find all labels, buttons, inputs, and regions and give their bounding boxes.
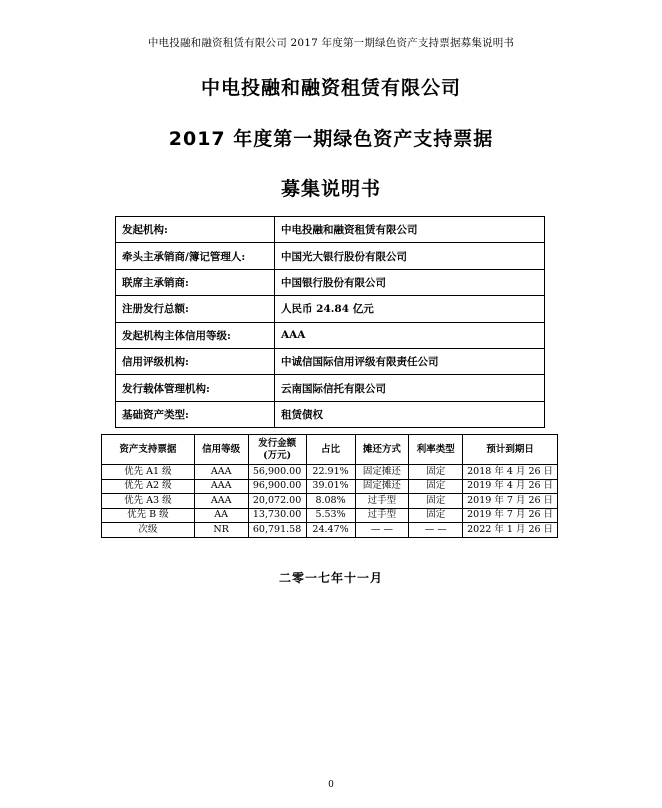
info-label: 注册发行总额:: [116, 296, 275, 322]
info-label: 联席主承销商:: [116, 269, 275, 295]
issue-date: 二零一七年十一月: [278, 571, 383, 585]
table-row: [102, 523, 558, 538]
col-header-asset: 资产支持票据: [102, 435, 195, 465]
cell-maturity: 2018 年 4 月 26 日: [463, 465, 558, 480]
info-label: 基础资产类型:: [116, 401, 275, 427]
cell-repay: 过手型: [355, 508, 409, 523]
cell-rating: AAA: [194, 479, 248, 494]
issuance-info-table: [115, 216, 545, 428]
cell-ratio: 24.47%: [306, 523, 355, 538]
table-row: [102, 494, 558, 509]
cell-maturity: 2022 年 1 月 26 日: [463, 523, 558, 538]
cell-repay: 固定摊还: [355, 465, 409, 480]
table-header-row: [102, 435, 558, 465]
cell-asset: 次级: [102, 523, 195, 538]
table-row: [116, 296, 545, 322]
title-issuer: 中电投融和融资租赁有限公司: [200, 77, 461, 99]
col-header-amount-line1: 发行金额: [258, 437, 297, 449]
info-value: 租赁债权: [275, 401, 545, 427]
col-header-amount: [248, 435, 306, 465]
col-header-repay: 摊还方式: [355, 435, 409, 465]
title-prospectus: 募集说明书: [280, 178, 381, 200]
cell-amount: 60,791.58: [248, 523, 306, 538]
info-value: AAA: [275, 322, 545, 348]
cell-ratio: 8.08%: [306, 494, 355, 509]
cell-amount: 13,730.00: [248, 508, 306, 523]
table-row: [102, 508, 558, 523]
col-header-maturity: 预计到期日: [463, 435, 558, 465]
page-number: 0: [328, 780, 334, 790]
cell-maturity: 2019 年 4 月 26 日: [463, 479, 558, 494]
tranche-table: [101, 434, 558, 538]
table-row: [116, 401, 545, 427]
table-row: [102, 479, 558, 494]
col-header-ratio: 占比: [306, 435, 355, 465]
cell-amount: 96,900.00: [248, 479, 306, 494]
cell-asset: 优先 A1 级: [102, 465, 195, 480]
cell-rate: 固定: [409, 508, 463, 523]
cell-amount: 20,072.00: [248, 494, 306, 509]
cell-repay: 过手型: [355, 494, 409, 509]
cell-asset: 优先 A2 级: [102, 479, 195, 494]
cell-rating: AA: [194, 508, 248, 523]
info-value: 中诚信国际信用评级有限责任公司: [275, 348, 545, 374]
cell-maturity: 2019 年 7 月 26 日: [463, 494, 558, 509]
info-label: 信用评级机构:: [116, 348, 275, 374]
info-value: 云南国际信托有限公司: [275, 375, 545, 401]
running-header: 中电投融和融资租赁有限公司 2017 年度第一期绿色资产支持票据募集说明书: [147, 37, 515, 49]
col-header-rating: 信用等级: [194, 435, 248, 465]
cell-asset: 优先 A3 级: [102, 494, 195, 509]
info-value: 中国银行股份有限公司: [275, 269, 545, 295]
cell-repay: 固定摊还: [355, 479, 409, 494]
cell-asset: 优先 B 级: [102, 508, 195, 523]
cell-rate: — —: [409, 523, 463, 538]
info-value: 中电投融和融资租赁有限公司: [275, 217, 545, 243]
table-row: [116, 322, 545, 348]
table-row: [102, 465, 558, 480]
cell-rating: AAA: [194, 494, 248, 509]
info-label: 发行载体管理机构:: [116, 375, 275, 401]
table-row: [116, 243, 545, 269]
cell-rate: 固定: [409, 465, 463, 480]
info-value: 人民币 24.84 亿元: [275, 296, 545, 322]
info-label: 发起机构主体信用等级:: [116, 322, 275, 348]
cell-maturity: 2019 年 7 月 26 日: [463, 508, 558, 523]
col-header-rate: 利率类型: [409, 435, 463, 465]
info-value: 中国光大银行股份有限公司: [275, 243, 545, 269]
cell-ratio: 22.91%: [306, 465, 355, 480]
cell-ratio: 39.01%: [306, 479, 355, 494]
cell-rating: NR: [194, 523, 248, 538]
col-header-amount-line2: (万元): [263, 449, 292, 461]
cell-ratio: 5.53%: [306, 508, 355, 523]
table-row: [116, 375, 545, 401]
table-row: [116, 269, 545, 295]
title-issue: 2017 年度第一期绿色资产支持票据: [168, 128, 494, 150]
cell-rate: 固定: [409, 494, 463, 509]
cell-repay: — —: [355, 523, 409, 538]
info-label: 牵头主承销商/簿记管理人:: [116, 243, 275, 269]
cell-rate: 固定: [409, 479, 463, 494]
cell-rating: AAA: [194, 465, 248, 480]
info-label: 发起机构:: [116, 217, 275, 243]
table-row: [116, 217, 545, 243]
table-row: [116, 348, 545, 374]
cell-amount: 56,900.00: [248, 465, 306, 480]
